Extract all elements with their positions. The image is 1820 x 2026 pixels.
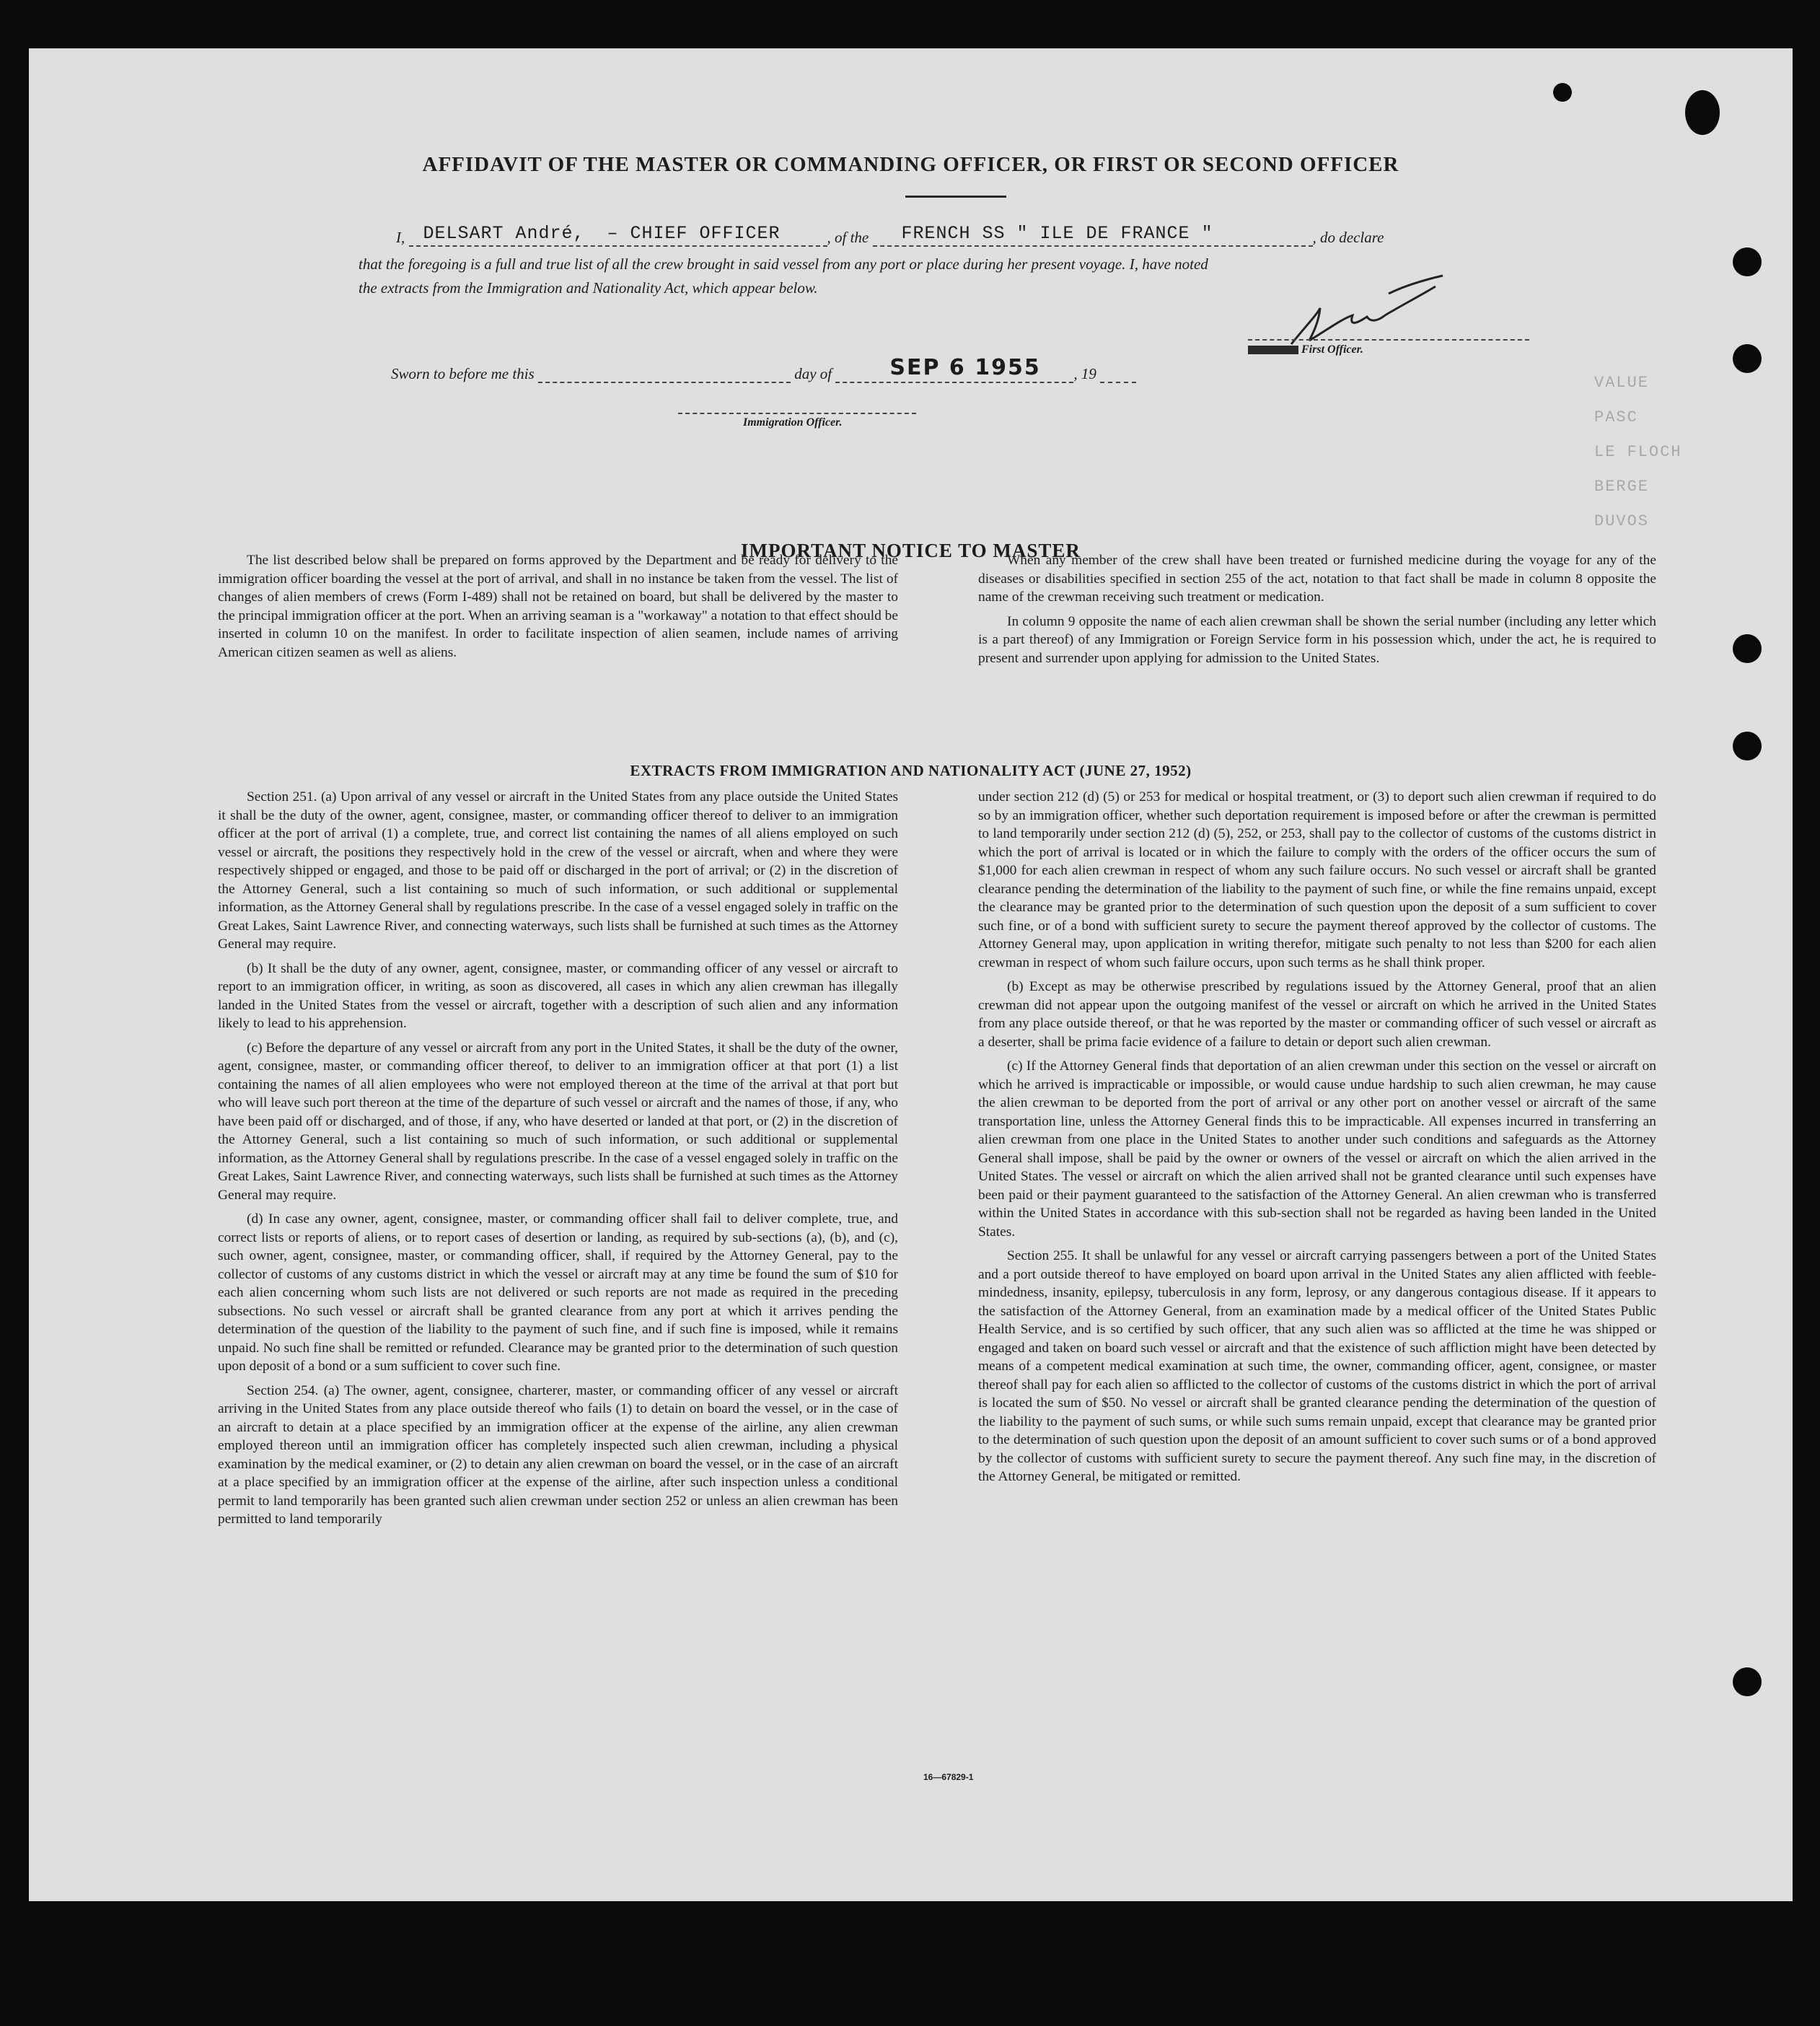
title-rule — [905, 196, 1006, 198]
immigration-officer-label: Immigration Officer. — [743, 416, 843, 429]
extract-paragraph: under section 212 (d) (5) or 253 for medical or hospital treatment, or (3) to deport such alien crewman if required to do so by an immigration officer, whether such deportation requirement is imposed before or after the crewman is permitted to land temporarily under section 212 (d) (5), 252, or 253, shall pay to the collector of customs of the customs district in which the port of arrival is located or in which the failure to comply with the orders of the officer occurs the sum of $1,000 for each alien crewman in respect of whom any such failure occurs. No such vessel or aircraft shall be granted clearance pending the determination of the liability to the payment of such fine, or while the fine remains unpaid, except the clearance may be granted prior to the determination of such question upon the deposit of a sum sufficient to cover such fine, or of a bond with sufficient surety to secure the payment thereof approved by the collector of customs. The Attorney General may, upon application in writing therefor, mitigate such penalty to not less than $200 for each alien crewman in respect of whom such failure occurs, upon such terms as he shall think proper. — [978, 789, 1656, 970]
extract-paragraph: (b) It shall be the duty of any owner, agent, consignee, master, or commanding officer of any vessel or aircraft to report to an immigration officer, in writing, as soon as discovered, all cases in which any alien crewman has illegally landed in the United States from the vessel or aircraft, together with a description of such alien and any information likely to lead to his apprehension. — [218, 960, 898, 1031]
punch-hole — [1733, 1667, 1762, 1696]
punch-hole — [1733, 344, 1762, 373]
extract-paragraph: Section 254. (a) The owner, agent, consignee, charterer, master, or commanding officer of any vessel or aircraft arriving in the United States from any place outside thereof who fails (1) to detain on board the vessel, or in the case of an aircraft to detain at a place specified by an immigration officer at the expense of the airline, any alien crewman employed thereon until an immigration officer has completely inspected such alien crewman, including a physical examination by the medical examiner, or (2) to detain any alien crewman on board the vessel, or in the case of an aircraft at a place specified by an immigration officer at the expense of the airline, after such inspection unless a conditional permit to land temporarily has been granted such alien crewman under section 252 or unless an alien crewman has been permitted to land temporarily — [218, 1382, 898, 1527]
extract-paragraph: Section 255. It shall be unlawful for any vessel or aircraft carrying passengers between a port of the United States and a port outside thereof to have employed on board upon arrival in the United States any alien afflicted with feeble-mindedness, insanity, epilepsy, tuberculosis in any form, leprosy, or any dangerous contagious disease. If it appears to the satisfaction of the Attorney General, from an examination made by a medical officer of the United States Public Health Service, and is so certified by such officer, that any such alien was so afflicted at the time he was shipped or engaged and taken on board such vessel or aircraft and that the existence of such affliction might have been detected by means of a competent medical examination at such time, the owner, commanding officer, agent, consignee, or master thereof shall pay for each alien so afflicted to the collector of customs of the customs district in which the port of arrival is located the sum of $50. No vessel or aircraft shall be granted clearance pending the determination of the question of the liability to the payment of such sums, or while such sums remain unpaid, except that clearance may be granted prior to the determination of such question upon the deposit of an amount sufficient to cover such sums or of a bond approved by the collector of customs with sufficient surety to secure the payment thereof. Any such fine may, in the discretion of the Attorney General, be mitigated or remitted. — [978, 1248, 1656, 1484]
signature-line — [1248, 339, 1529, 341]
punch-hole — [1733, 247, 1762, 276]
notice-paragraph: When any member of the crew shall have been treated or furnished medicine during the voyage for any of the diseases or disabilities specified in section 255 of the act, notation to that fact shall be made in column 8 opposite the name of the crewman receiving such treatment or medication. — [978, 553, 1656, 605]
extract-paragraph: (d) In case any owner, agent, consignee, master, or commanding officer shall fail to deliver complete, true, and correct lists or reports of aliens, or to report cases of desertion or landing, as required by sub-sections (a), (b), and (c), such owner, agent, consignee, master, or commanding officer, shall, if required by the Attorney General, pay to the collector of customs of any customs district in which the vessel or aircraft may at any time be found the sum of $10 for each alien concerning whom such lists are not delivered or such reports are not made as required in the preceding subsections. No such vessel or aircraft shall be granted clearance from any port at which it arrives pending the determination of the question of the liability to the payment of such fine, and if such fine is imposed, while it remains unpaid. No such fine shall be remitted or refunded. Clearance may be granted prior to the determination of such question upon deposit of a bond or a sum sufficient to cover such fine. — [218, 1211, 898, 1374]
declaration-line-3: the extracts from the Immigration and Nationality Act, which appear below. — [359, 279, 818, 297]
immigration-officer-line — [678, 413, 916, 414]
punch-hole — [1733, 634, 1762, 663]
extract-paragraph: (c) If the Attorney General finds that deportation of an alien crewman under this section on the vessel or aircraft on which he arrived is impracticable or impossible, or would cause undue hardship to such alien crewman, he may cause the alien crewman to be deported from the port of arrival or any other port on another vessel or aircraft of the same transportation line, unless the Attorney General finds this to be impracticable. All expenses incurred in transferring an alien crewman from one place in the United States to another under such conditions and safeguards as the Attorney General shall impose, shall be paid by the owner or owners of the vessel or aircraft on which the alien arrived in the United States. The vessel or aircraft on which the alien arrived shall not be granted clearance until such expenses have been paid or their payment guaranteed to the satisfaction of the Attorney General. An alien crewman who is transferred within the United States in accordance with this sub-section shall not be regarded as having been landed in the United States. — [978, 1058, 1656, 1240]
struck-text — [1248, 346, 1298, 354]
extract-paragraph: (b) Except as may be otherwise prescribed by regulations issued by the Attorney General, proof that an alien crewman did not appear upon the outgoing manifest of the vessel or aircraft on which he arrived in the United States from any place outside thereof, or that he was reported by the master or commanding officer of such vessel or aircraft as a deserter, shall be prima facie evidence of a failure to detain or deport such alien crewman. — [978, 979, 1656, 1050]
officer-rank: – CHIEF OFFICER — [607, 223, 781, 244]
extract-paragraph: Section 251. (a) Upon arrival of any vessel or aircraft in the United States from any place outside the United States it shall be the duty of the owner, agent, consignee, master, or commanding officer thereof to deliver to an immigration officer at the port of arrival (1) a complete, true, and correct list containing the names of all aliens employed on such vessel or aircraft, the positions they respectively hold in the crew of the vessel or aircraft, when and where they were respectively shipped or engaged, and those to be paid off or discharged in the port of arrival; or (2) in the discretion of the Attorney General, such a list containing so much of such information, or such additional or supplemental information, as the Attorney General shall by regulations prescribe. In the case of a vessel engaged solely in traffic on the Great Lakes, Saint Lawrence River, and connecting waterways, such lists shall be furnished at such times as the Attorney General may require. — [218, 789, 898, 952]
notice-title: IMPORTANT NOTICE TO MASTER — [741, 540, 1081, 561]
declaration-line — [396, 223, 1384, 247]
day-of-label: day of — [794, 365, 832, 382]
year-field[interactable] — [1100, 364, 1136, 383]
officer-name: DELSART André, — [423, 223, 585, 244]
vessel-name: FRENCH SS " ILE DE FRANCE " — [901, 223, 1213, 244]
extracts-right-column — [978, 788, 1656, 1492]
date-stamp: SEP 6 1955 — [889, 355, 1041, 380]
ink-blot — [1553, 83, 1572, 102]
sworn-day-field[interactable] — [538, 364, 791, 383]
vessel-field[interactable] — [873, 223, 1313, 247]
declaration-line-2: that the foregoing is a full and true list of all the crew brought in said vessel from any port or place during her present voyage. I, have noted — [359, 255, 1208, 273]
extracts-title: EXTRACTS FROM IMMIGRATION AND NATIONALITY ACT (JUNE 27, 1952) — [630, 762, 1192, 779]
notice-paragraph: In column 9 opposite the name of each alien crewman shall be shown the serial number (including any letter which is a part thereof) of any Immigration or Foreign Service form in his possession which, under the act, he is required to present and surrender upon applying for admission to the United States. — [978, 613, 1656, 666]
affidavit-title: AFFIDAVIT OF THE MASTER OR COMMANDING OFFICER, OR FIRST OR SECOND OFFICER — [422, 153, 1399, 176]
officer-label: First Officer. — [1248, 343, 1363, 356]
sworn-label: Sworn to before me this — [391, 365, 535, 382]
form-number: 16—67829-1 — [923, 1772, 974, 1782]
declaration-prefix: I, — [396, 229, 405, 246]
document-page — [29, 48, 1793, 1901]
officer-name-field[interactable] — [409, 223, 827, 247]
do-declare-label: , do declare — [1312, 229, 1384, 246]
extracts-left-column — [218, 788, 898, 1535]
year-label: , 19 — [1073, 365, 1096, 382]
punch-hole — [1733, 732, 1762, 760]
ink-blot — [1685, 90, 1720, 135]
sworn-line — [391, 355, 1136, 383]
notice-paragraph: The list described below shall be prepared on forms approved by the Department and be ready for delivery to the immigration officer boarding the vessel at the port of arrival, and shall in no instance be taken from the vessel. The list of changes of alien members of crews (Form I-489) shall not be retained on board, but shall be delivered by the master to the principal immigration officer at the port. When an arriving seaman is a "workaway" a notation to that effect should be inserted in column 10 on the manifest. In order to facilitate inspection of alien seamen, include names of arriving American citizen seamen as well as aliens. — [218, 553, 898, 660]
bleed-through: VALUE PASC LE FLOCH BERGE DUVOS — [1594, 374, 1682, 530]
extract-paragraph: (c) Before the departure of any vessel or aircraft from any port in the United States, it shall be the duty of the owner, agent, consignee, master, or commanding officer thereof, to deliver to an immigration officer at that port (1) a list containing the names of all alien employees who were not employed thereon at the time of the arrival at that port but who will leave such port thereon at the time of the departure of such vessel or aircraft and the names of those, if any, who have been paid off or discharged, and of those, if any, who have deserted or landed at that port, or (2) in the discretion of the Attorney General, such a list containing so much of such information, or such additional or supplemental information, as the Attorney General shall by regulations prescribe. In the case of a vessel engaged solely in traffic on the Great Lakes, Saint Lawrence River, and connecting waterways, such lists shall be furnished at such times as the Attorney General may require. — [218, 1040, 898, 1203]
notice-left-column — [218, 551, 898, 667]
notice-right-column — [978, 551, 1656, 673]
date-field[interactable] — [835, 355, 1073, 383]
of-the-label: , of the — [827, 229, 869, 246]
